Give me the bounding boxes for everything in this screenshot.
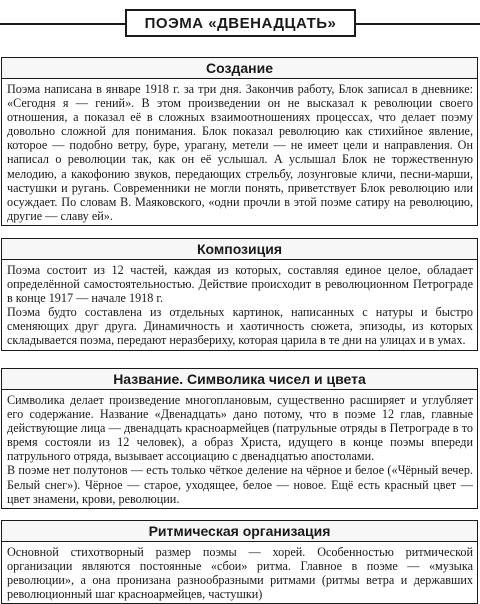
section-heading: Композиция [1,238,478,260]
title-rule-right [356,23,480,25]
paragraph: В поэме нет полутонов — есть только чёткое деление на чёрное и белое («Чёрный вечер. Белый снег»). Чёрное — старое, уходящее, белое — новое. Ещё есть красный цвет — цвет знамени, крови, революции. [7,463,473,506]
paragraph: Символика делает произведение многоплановым, существенно расширяет и углубляет его содержание. Название «Двенадцать» дано потому, что в поэме 12 глав, главные действующие лица — двенадцать красноармейцев (патрульные отряды в Петрограде в то время состояли из 12 человек), а образ Христа, идущего в конце поэмы впереди патрульного отряда, вызывает ассоциацию с двенадцатью апостолами. [7,393,473,464]
section-composition [1,238,478,351]
page-title: ПОЭМА «ДВЕНАДЦАТЬ» [125,9,356,37]
paragraph: Поэма будто составлена из отдельных картинок, написанных с натуры и быстро сменяющих друг друга. Динамичность и хаотичность сюжета, эпизоды, из которых складывается поэма, передают неразбериху, которая царила в те дни на улицах и в умах. [7,305,473,348]
section-heading: Ритмическая организация [1,520,478,542]
title-rule-left [0,23,125,25]
section-symbolism [1,368,478,509]
section-body [1,390,478,509]
paragraph: Основной стихотворный размер поэмы — хорей. Особенностью ритмической организации являются постоянные «сбои» ритма. Главное в поэме — «музыка революции», а она пронизана разнообразными ритмами (ритмы ветра и державших революционный шаг красноармейцев, частушки) [7,545,473,602]
title-bar [0,9,480,39]
paragraph: Поэма состоит из 12 частей, каждая из которых, составляя единое целое, обладает определённой самостоятельностью. Действие происходит в революционном Петрограде в конце 1917 — начале 1918 г. [7,263,473,306]
section-creation [1,57,478,226]
section-heading: Создание [1,57,478,79]
section-body [1,542,478,604]
paragraph: Поэма написана в январе 1918 г. за три дня. Закончив работу, Блок записал в дневнике: «Сегодня я — гений». В этом произведении он не высказал к революции своего отношения, а показал её в сложных взаимоотношениях процессах, что делает поэму довольно сложной для понимания. Блок показал революцию как стихийное явление, которое — подобно ветру, буре, урагану, метели — не имеет цели и направления. Он написал о революции так, как он её услышал. А услышал Блок не торжественную мелодию, а какофонию звуков, передающих стрельбу, лозунговые кличи, песни-марши, частушки и ругань. Современники не могли понять, приветствует Блок революцию или осуждает. По словам В. Маяковского, «одни прочли в этой поэме сатиру на революцию, другие — славу ей». [7,82,473,223]
section-body [1,260,478,351]
section-rhythm [1,520,478,604]
section-heading: Название. Символика чисел и цвета [1,368,478,390]
section-body [1,79,478,226]
